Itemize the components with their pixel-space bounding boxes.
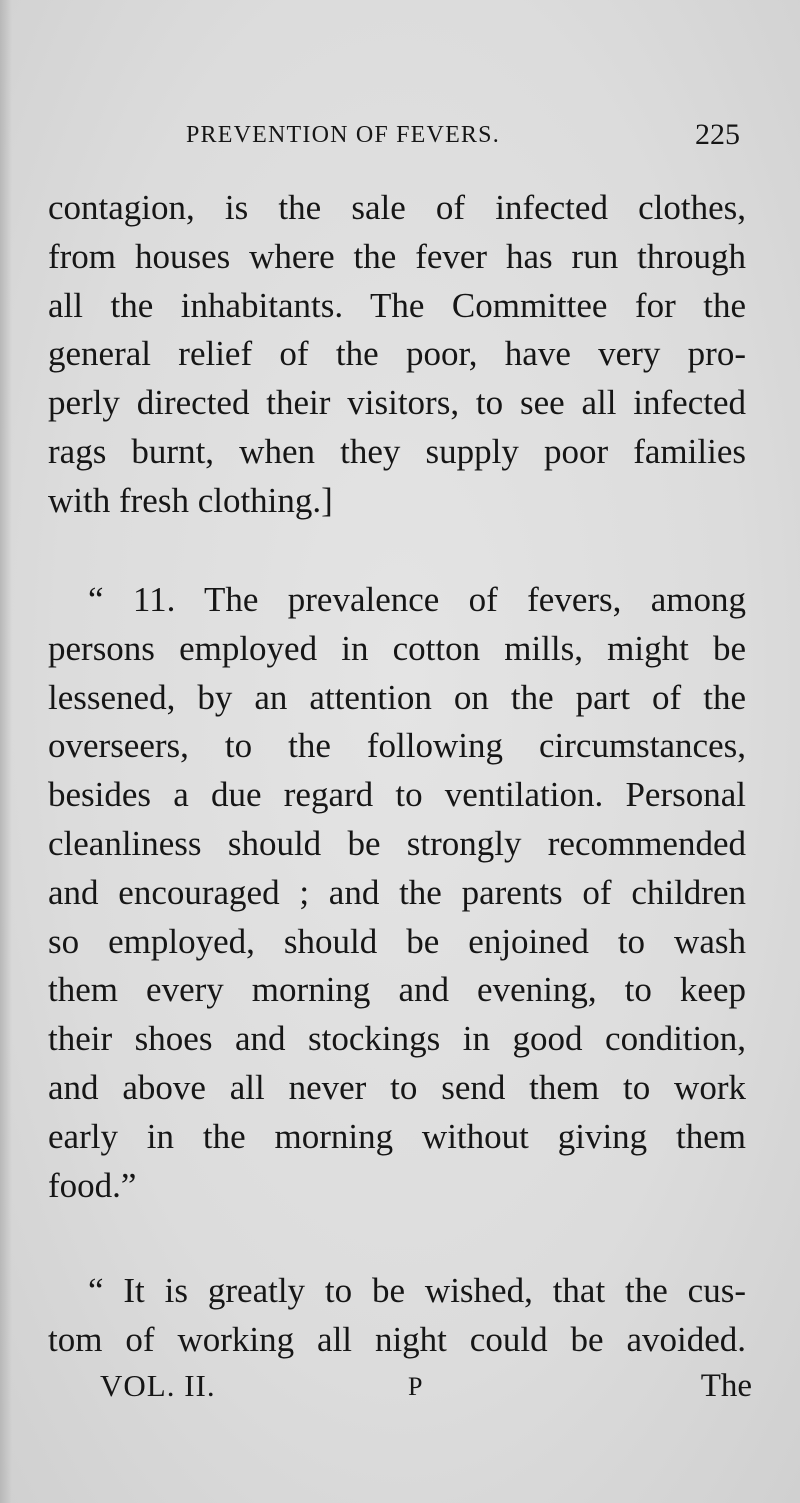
text-line: food.” (48, 1165, 137, 1205)
text-line: cleanliness should be strongly recommended (48, 823, 746, 863)
page-header (186, 118, 740, 162)
page-footer (100, 1368, 752, 1414)
page-edge-shadow (0, 0, 12, 1503)
text-line: and encouraged ; and the parents of children (48, 872, 746, 912)
catchword: The (700, 1368, 752, 1404)
text-line: rags burnt, when they supply poor families (48, 431, 746, 471)
page-number: 225 (695, 118, 740, 151)
signature-mark: P (408, 1372, 423, 1401)
paragraph-1 (48, 184, 746, 526)
text-line: perly directed their visitors, to see all infected (48, 383, 746, 423)
volume-label: VOL. II. (100, 1368, 216, 1403)
text-line: and above all never to send them to work (48, 1067, 746, 1107)
text-line: tom of working all night could be avoided. (48, 1319, 746, 1359)
text-line: early in the morning without giving them (48, 1116, 746, 1156)
text-line: general relief of the poor, have very pro- (48, 334, 746, 374)
paragraph-3 (48, 1267, 746, 1365)
paragraph-2 (48, 576, 746, 1210)
text-line: “ It is greatly to be wished, that the cus- (88, 1271, 746, 1310)
text-line: their shoes and stockings in good condition, (48, 1019, 746, 1059)
text-line: overseers, to the following circumstances, (48, 726, 746, 766)
text-line: “ 11. The prevalence of fevers, among (88, 580, 746, 619)
text-line: them every morning and evening, to keep (48, 970, 746, 1010)
text-line: all the inhabitants. The Committee for the (48, 285, 746, 325)
text-line: lessened, by an attention on the part of the (48, 677, 746, 717)
text-line: persons employed in cotton mills, might be (48, 628, 746, 668)
text-line: with fresh clothing.] (48, 480, 333, 520)
text-line: contagion, is the sale of infected clothes, (48, 188, 746, 227)
text-line: so employed, should be enjoined to wash (48, 921, 746, 961)
text-line: besides a due regard to ventilation. Personal (48, 775, 746, 815)
running-head: PREVENTION OF FEVERS. (186, 122, 500, 148)
text-line: from houses where the fever has run through (48, 236, 746, 276)
